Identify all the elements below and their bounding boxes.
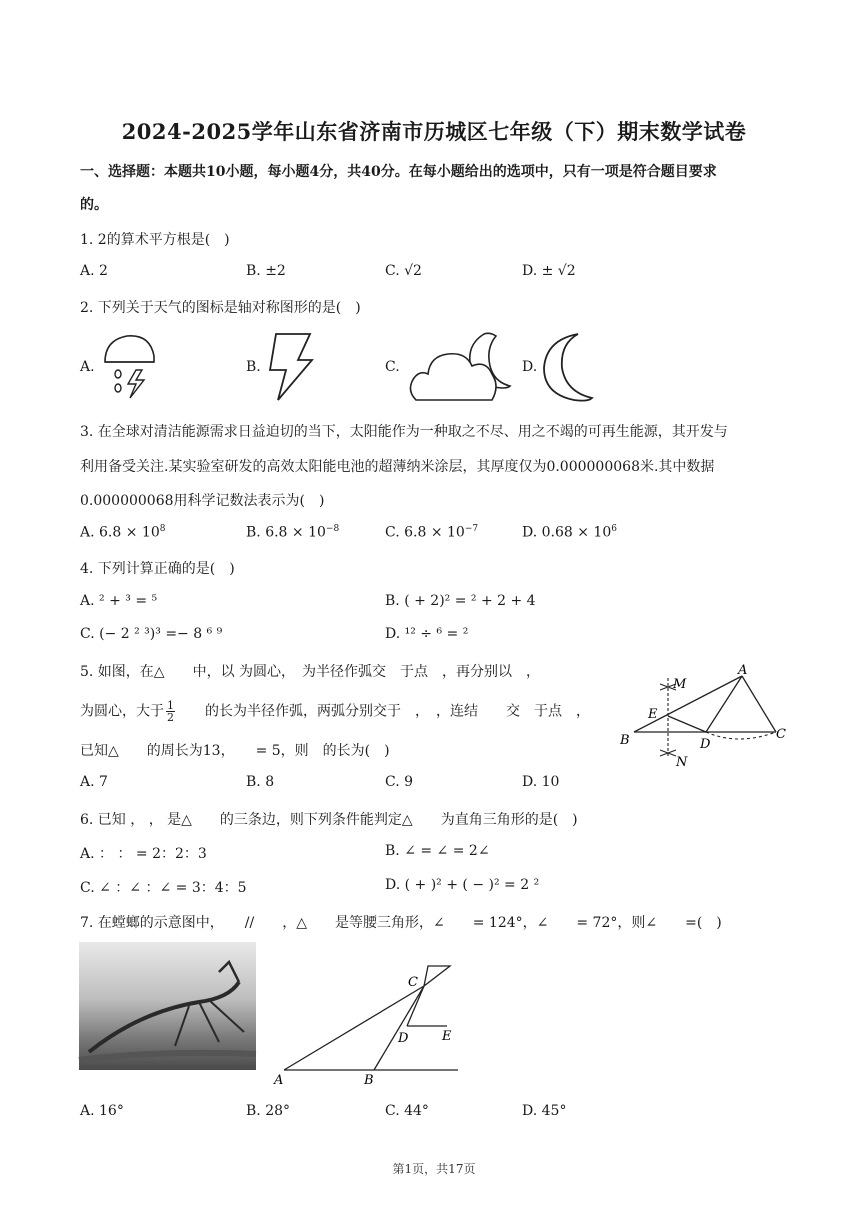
mantis-photo (79, 942, 256, 1070)
q5-option-b: B. 8 (246, 774, 275, 790)
q5-triangle-figure (618, 660, 793, 772)
q3-line2: 利用备受关注.某实验室研发的高效太阳能电池的超薄纳米涂层，其厚度仅为0.000000068米.其中数据 (80, 459, 715, 475)
label-b: B (364, 1073, 374, 1088)
label-a: A (274, 1073, 284, 1088)
q2-stem: 2. 下列关于天气的图标是轴对称图形的是( ) (80, 300, 361, 316)
q5-line1: 5. 如图，在△ 中，以 为圆心， 为半径作弧交 于点 ，再分别以 ， (80, 664, 541, 680)
label-b: B (620, 733, 630, 748)
label-e: E (648, 707, 658, 722)
label-m: M (673, 677, 687, 692)
q7-option-b: B. 28° (246, 1103, 291, 1119)
cloud-moon-icon (406, 330, 514, 402)
q6-option-c: C. ∠ ：∠ ：∠ = 3：4：5 (80, 880, 247, 896)
section-heading-line2: 的。 (80, 197, 108, 213)
q6-option-a: A. ： ： = 2：2：3 (80, 846, 207, 862)
q2-option-c: C. (385, 359, 400, 375)
q7-option-d: D. 45° (522, 1103, 567, 1119)
q2-option-a: A. (80, 359, 95, 375)
page-footer: 第1页，共17页 (392, 1162, 476, 1176)
label-c: C (408, 975, 418, 990)
q3-option-d: D. $0.68 \times 10^6$ (522, 524, 617, 541)
q3-option-a: A. $6.8 \times 10^8$ (80, 524, 166, 541)
q1-option-b: B. ±2 (246, 263, 286, 279)
fraction-one-half: $\frac{1}{2}$ (167, 699, 174, 724)
q5-option-d: D. 10 (522, 774, 560, 790)
q3-option-b: B. $6.8 \times 10^{-8}$ (246, 524, 340, 541)
q3-line3: 0.000000068用科学记数法表示为( ) (80, 493, 325, 509)
q2-option-d: D. (522, 359, 538, 375)
q6-stem: 6. 已知 ， ， 是△ 的三条边，则下列条件能判定△ 为直角三角形的是( ) (80, 812, 578, 828)
q5-option-c: C. 9 (385, 774, 414, 790)
q1-option-c: C. √2 (385, 263, 422, 279)
lightning-icon (262, 330, 318, 404)
q7-option-a: A. 16° (80, 1103, 124, 1119)
rain-cloud-icon (100, 326, 160, 406)
page-title: 2024-2025学年山东省济南市历城区七年级（下）期末数学试卷 (121, 119, 747, 144)
q6-option-d: D. ( + )² + ( − )² = 2 ² (385, 877, 540, 893)
q5-line2: 为圆心，大于 $\frac{1}{2}$ 的长为半径作弧，两弧分别交于 ， ，连结 交 于点 ， (80, 699, 590, 724)
label-d: D (398, 1031, 409, 1046)
q4-option-d: D. ¹² ÷ ⁶ = ² (385, 626, 469, 642)
q5-option-a: A. 7 (80, 774, 108, 790)
q7-mantis-diagram (272, 962, 464, 1088)
q4-option-b: B. ( + 2)² = ² + 2 + 4 (385, 593, 536, 609)
q4-option-c: C. (− 2 ² ³)³ =− 8 ⁶ ⁹ (80, 626, 223, 642)
label-d: D (700, 737, 711, 752)
q2-option-b: B. (246, 359, 261, 375)
section-heading-line1: 一、选择题：本题共10小题，每小题4分，共40分。在每小题给出的选项中，只有一项是符合题目要求 (80, 164, 717, 180)
q4-option-a: A. ² + ³ = ⁵ (80, 593, 158, 609)
q1-option-a: A. 2 (80, 263, 108, 279)
q6-option-b: B. ∠ = ∠ = 2∠ (385, 843, 490, 859)
crescent-moon-icon (538, 330, 594, 404)
q7-option-c: C. 44° (385, 1103, 429, 1119)
label-e: E (442, 1029, 452, 1044)
q7-stem: 7. 在螳螂的示意图中， // ，△ 是等腰三角形，∠ = 124°，∠ = 72°，则∠ =( ) (80, 915, 722, 931)
q3-option-c: C. $6.8 \times 10^{-7}$ (385, 524, 479, 541)
label-a: A (738, 663, 748, 678)
q3-line1: 3. 在全球对清洁能源需求日益迫切的当下，太阳能作为一种取之不尽、用之不竭的可再生能源，其开发与 (80, 424, 728, 440)
q5-line3: 已知△ 的周长为13， = 5，则 的长为( ) (80, 743, 390, 759)
q1-option-d: D. ± √2 (522, 263, 576, 279)
q4-stem: 4. 下列计算正确的是( ) (80, 561, 235, 577)
label-c: C (776, 727, 786, 742)
q1-stem: 1. 2的算术平方根是( ) (80, 232, 230, 248)
label-n: N (676, 755, 688, 770)
